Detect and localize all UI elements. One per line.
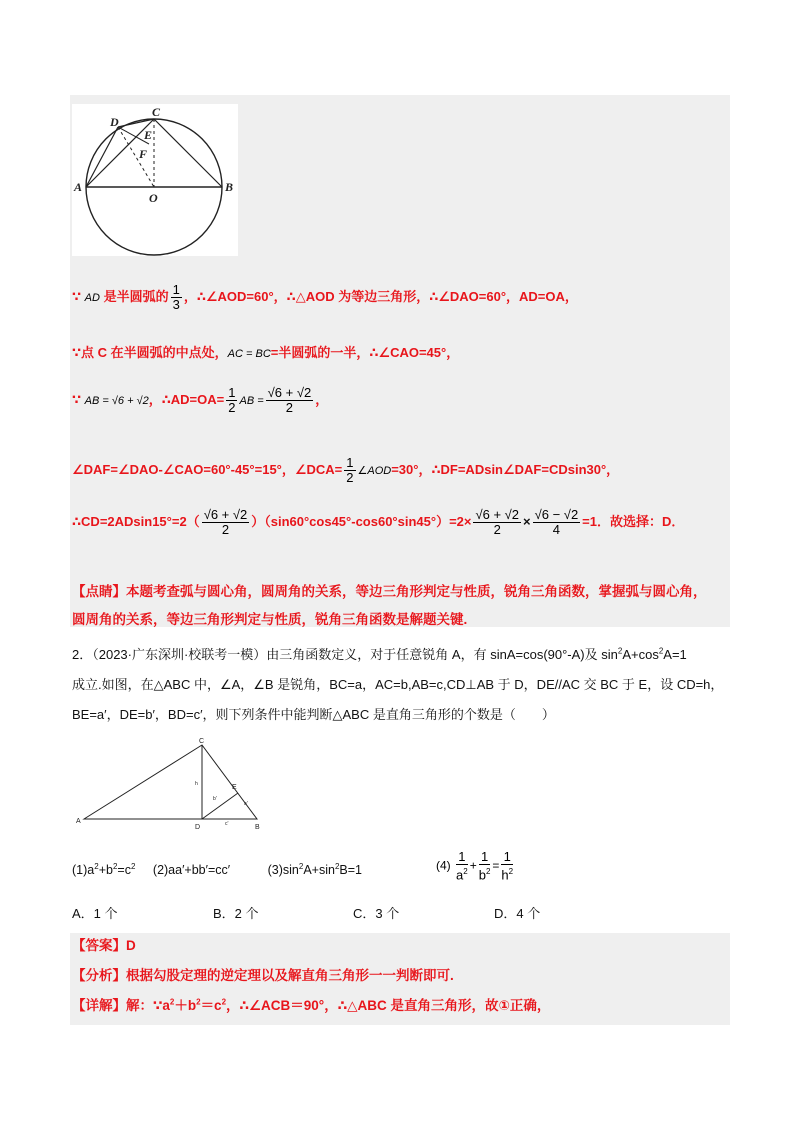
problem2-line-2: 成立.如图，在△ABC 中，∠A，∠B 是锐角，BC=a，AC=b,AB=c,CD⊥AB 于 D，DE//AC 交 BC 于 E，设 CD=h， (72, 677, 724, 692)
analysis-line: 【分析】根据勾股定理的逆定理以及解直角三角形一一判断即可. (72, 968, 454, 983)
label-c: C (152, 105, 161, 119)
tri-label-a: A (76, 818, 81, 825)
tri-label-e: E (232, 784, 237, 791)
label-a: A (74, 180, 83, 194)
solution-line-5: ∴CD=2ADsin15°=2（ $\frac{√6 + √2}{2}$ ）（sin60°cos45°-cos60°sin45°）=2× $\frac{√6 + √2}{2}$ × $\frac{√6 - √2}{4}$ =1．故选择：D． (72, 507, 685, 537)
tri-label-h: h (195, 781, 198, 787)
tri-label-a-prime: a' (244, 801, 248, 807)
circle-figure (72, 104, 238, 256)
detail-line: 【详解】解：$\because a^2+b^2=c^2$，∴∠ACB＝90°，∴△ABC 是直角三角形，故①正确， (72, 997, 551, 1013)
problem2-line-1: 2．（2023·广东深圳·校联考一模）由三角函数定义，对于任意锐角 A，有 sinA=cos(90°-A)及 $\sin^2A+\cos^2A=1$ (72, 646, 687, 662)
label-e: E (144, 128, 153, 142)
option-b[interactable]: B．2 个 (213, 906, 259, 921)
tri-label-b: B (255, 824, 260, 831)
answer-line: 【答案】D (72, 938, 136, 953)
problem2-line-3: BE=a′，DE=b′，BD=c′，则下列条件中能判断△ABC 是直角三角形的个数是（ ） (72, 707, 555, 722)
option-c[interactable]: C．3 个 (353, 906, 400, 921)
tri-label-b-prime: b' (213, 796, 217, 802)
comment-line-1: 【点睛】本题考查弧与圆心角，圆周角的关系，等边三角形判定与性质，锐角三角函数，掌握弧与圆心角， (72, 584, 707, 599)
solution-line-4: ∠DAF=∠DAO-∠CAO=60°-45°=15°，∠DCA= $\frac{1}{2}$ ∠AOD=30°，∴DF=ADsin∠DAF=CDsin30°， (72, 455, 620, 485)
option-d[interactable]: D．4 个 (494, 906, 541, 921)
solution-line-3: ∵ AB = √6 + √2，∴AD=OA= $\frac{1}{2}$ AB = $\frac{√6 + √2}{2}$ ， (72, 385, 329, 415)
tri-label-c-prime: c' (225, 821, 229, 827)
label-b: B (225, 180, 234, 194)
comment-line-2: 圆周角的关系，等边三角形判定与性质，锐角三角函数是解题关键. (72, 612, 468, 627)
label-f: F (139, 147, 148, 161)
tri-label-c: C (199, 738, 205, 745)
label-d: D (110, 115, 119, 129)
triangle-figure (72, 737, 272, 837)
solution-line-1: ∵ AD 是半圆弧的 $\frac{1}{3}$ ，∴∠AOD=60°，∴△AOD 为等边三角形，∴∠DAO=60°，AD=OA， (72, 282, 578, 312)
option-a[interactable]: A．1 个 (72, 906, 118, 921)
conditions-line: $(1)a^2+b^2=c^2$ (2)aa′+bb′=cc′ $(3)\sin^2A+\sin^2B=1$ (72, 862, 362, 878)
label-o: O (149, 191, 158, 205)
tri-label-d: D (195, 824, 201, 831)
solution-line-2: ∵点 C 在半圆弧的中点处，AC = BC=半圆弧的一半，∴∠CAO=45°， (72, 345, 460, 360)
condition-4: (4) $\frac{1}{a^2}$ + $\frac{1}{b^2}$ = $\frac{1}{h^2}$ (436, 849, 514, 883)
